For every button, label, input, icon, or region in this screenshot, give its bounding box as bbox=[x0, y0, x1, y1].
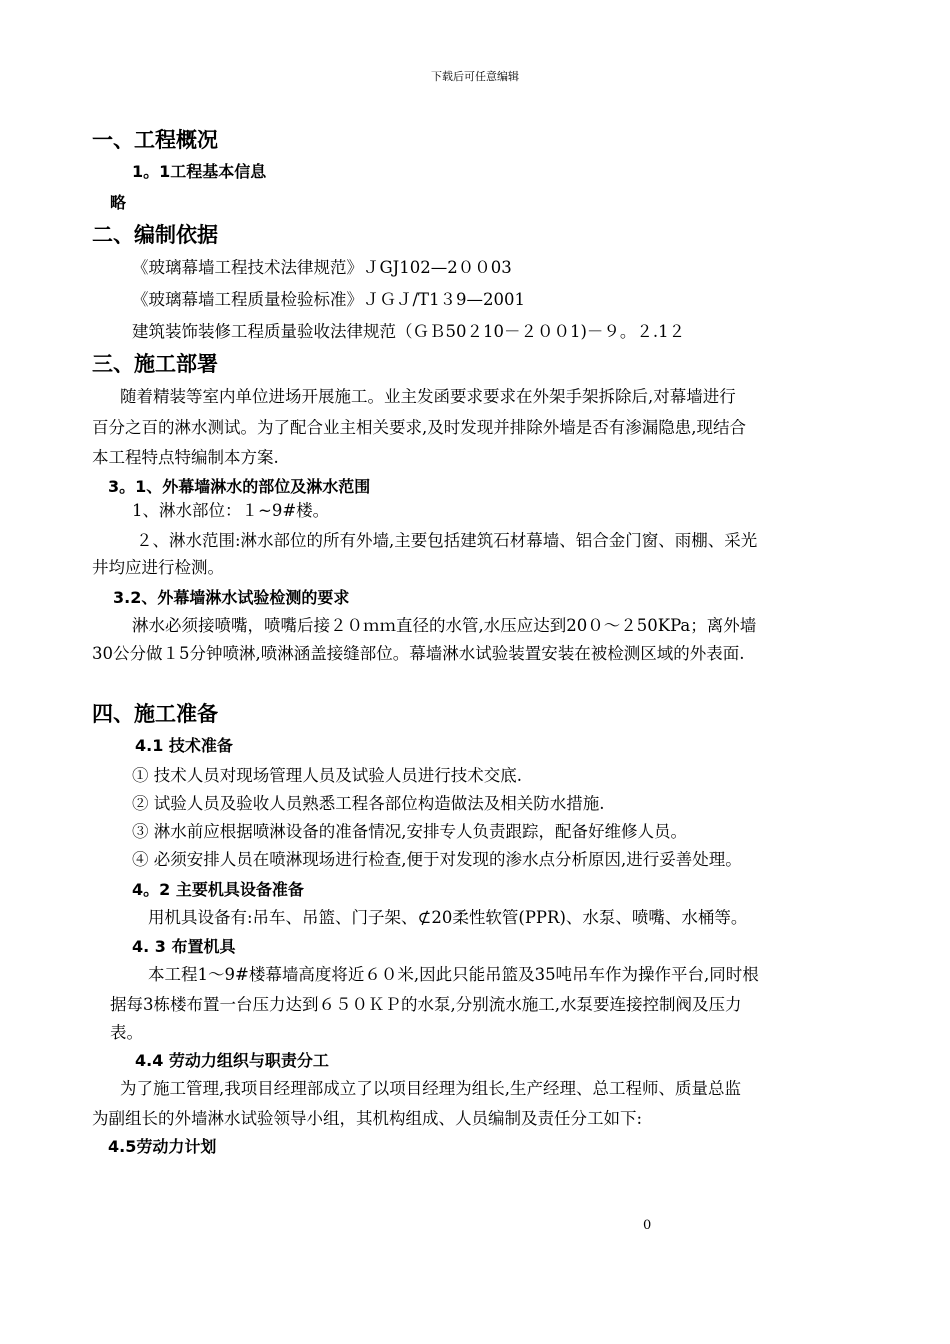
list-item: ① 技术人员对现场管理人员及试验人员进行技术交底. bbox=[132, 766, 522, 785]
paragraph-line: 用机具设备有:吊车、吊篮、门子架、⊄20柔性软管(PPR)、水泵、喷嘴、水桶等。 bbox=[148, 908, 748, 927]
paragraph-line: ２、淋水范围:淋水部位的所有外墙,主要包括建筑石材幕墙、铝合金门窗、雨棚、采光 bbox=[136, 531, 758, 550]
paragraph-line: 为副组长的外墙淋水试验领导小组，其机构组成、人员编制及责任分工如下: bbox=[92, 1109, 643, 1128]
reference-item: 《玻璃幕墙工程质量检验标准》ＪＧＪ/T1３9—2001 bbox=[132, 290, 526, 309]
paragraph-line: 随着精装等室内单位进场开展施工。业主发函要求要求在外架手架拆除后,对幕墙进行 bbox=[120, 387, 736, 406]
list-item: ② 试验人员及验收人员熟悉工程各部位构造做法及相关防水措施. bbox=[132, 794, 605, 813]
paragraph-line: 30公分做１5分钟喷淋,喷淋涵盖接缝部位。幕墙淋水试验装置安装在被检测区域的外表面. bbox=[92, 644, 745, 663]
section-4-4-heading: 4.4 劳动力组织与职责分工 bbox=[135, 1051, 329, 1070]
paragraph-line: 井均应进行检测。 bbox=[92, 558, 224, 577]
section-4-2-heading: 4。2 主要机具设备准备 bbox=[132, 880, 304, 899]
section-1-title: 一、工程概况 bbox=[92, 128, 218, 152]
list-item: ③ 淋水前应根据喷淋设备的准备情况,安排专人负责跟踪，配备好维修人员。 bbox=[132, 822, 687, 841]
page-header: 下载后可任意编辑 bbox=[431, 70, 519, 83]
section-1-1-heading: 1。1工程基本信息 bbox=[132, 162, 267, 181]
reference-item: 建筑装饰装修工程质量验收法律规范（ＧＢ50２10－２００1)－９。２.1２ bbox=[132, 322, 686, 341]
paragraph-line: 据每3栋楼布置一台压力达到６５０ＫＰ的水泵,分别流水施工,水泵要连接控制阀及压力 bbox=[110, 995, 742, 1014]
section-4-1-heading: 4.1 技术准备 bbox=[135, 736, 233, 755]
list-item: ④ 必须安排人员在喷淋现场进行检查,便于对发现的渗水点分析原因,进行妥善处理。 bbox=[132, 850, 742, 869]
page-number: 0 bbox=[643, 1218, 652, 1233]
section-4-5-heading: 4.5劳动力计划 bbox=[108, 1137, 217, 1156]
paragraph-line: 本工程1～9#楼幕墙高度将近６０米,因此只能吊篮及35吨吊车作为操作平台,同时根 bbox=[148, 965, 759, 984]
section-2-title: 二、编制依据 bbox=[92, 223, 218, 247]
section-3-title: 三、施工部署 bbox=[92, 352, 218, 376]
reference-item: 《玻璃幕墙工程技术法律规范》ＪGJ102—2００03 bbox=[132, 258, 512, 277]
paragraph-line: 表。 bbox=[110, 1023, 143, 1042]
section-1-1-body: 略 bbox=[110, 193, 127, 212]
section-4-title: 四、施工准备 bbox=[92, 702, 218, 726]
paragraph-line: 淋水必须接喷嘴，喷嘴后接２０ｍｍ直径的水管,水压应达到20０～２50KPa；离外墙 bbox=[132, 616, 757, 635]
paragraph-line: 本工程特点特编制本方案. bbox=[92, 448, 279, 467]
paragraph-line: 1、淋水部位：１~9#楼。 bbox=[132, 501, 330, 520]
paragraph-line: 为了施工管理,我项目经理部成立了以项目经理为组长,生产经理、总工程师、质量总监 bbox=[120, 1079, 741, 1098]
section-4-3-heading: 4. 3 布置机具 bbox=[132, 937, 236, 956]
paragraph-line: 百分之百的淋水测试。为了配合业主相关要求,及时发现并排除外墙是否有渗漏隐患,现结合 bbox=[92, 418, 746, 437]
section-3-1-heading: 3。1、外幕墙淋水的部位及淋水范围 bbox=[108, 477, 371, 496]
section-3-2-heading: 3.2、外幕墙淋水试验检测的要求 bbox=[113, 588, 350, 607]
